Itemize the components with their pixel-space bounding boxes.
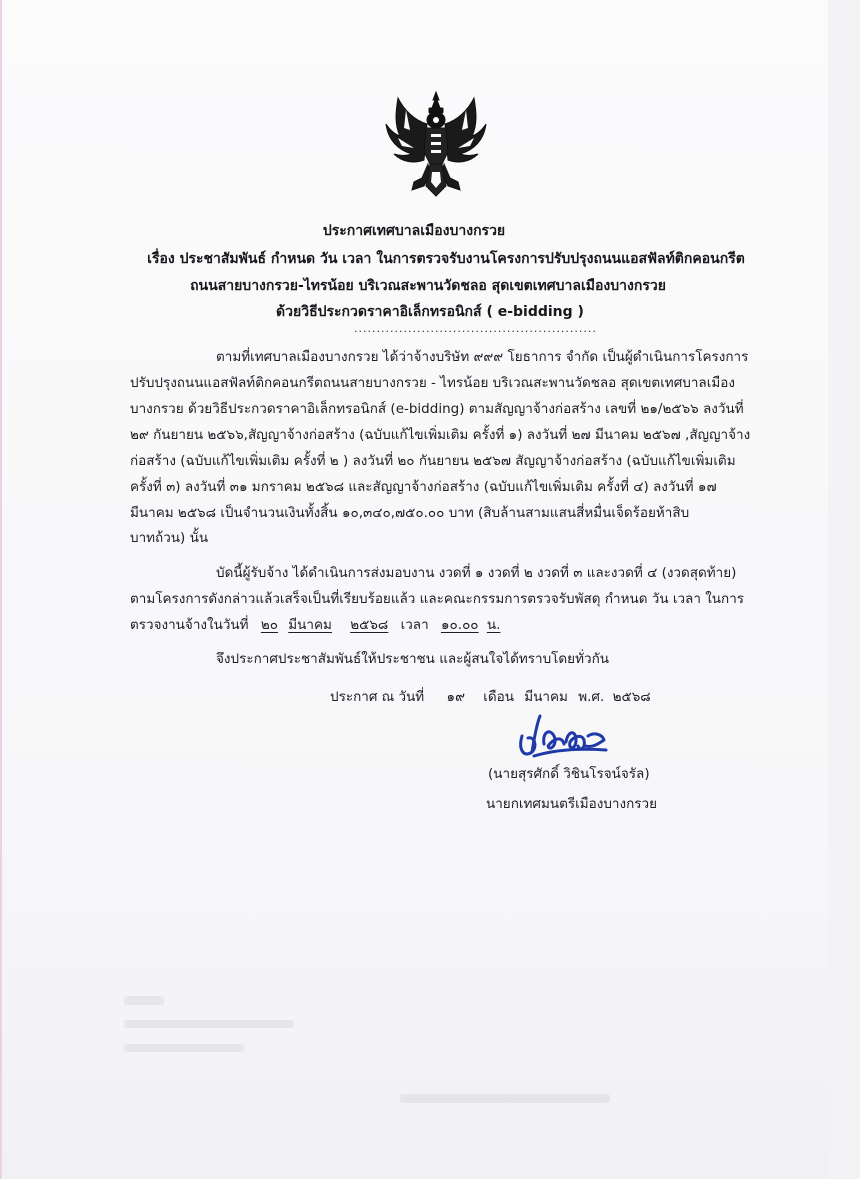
- para1-line-7: มีนาคม ๒๕๖๘ เป็นจำนวนเงินทั้งสิ้น ๑๐,๓๔๐,๗๕๐.๐๐ บาท (สิบล้านสามแสนสี่หมื่นเจ็ดร้อยห้าสิบ: [130, 505, 690, 521]
- time-unit: น.: [486, 617, 501, 633]
- para1-line-1: ตามที่เทศบาลเมืองบางกรวย ได้ว่าจ้างบริษัท ๙๙๙ โยธาการ จำกัด เป็นผู้ดำเนินการโครงการ: [216, 349, 749, 365]
- announcement-date-prefix: ประกาศ ณ วันที่: [330, 689, 425, 705]
- garuda-emblem-icon: [384, 90, 488, 198]
- subject-line-1: เรื่อง ประชาสัมพันธ์ กำหนด วัน เวลา ในการตรวจรับงานโครงการปรับปรุงถนนแอสฟัลท์ติกคอนกรีต: [147, 251, 745, 267]
- inspection-date-prefix: ตรวจงานจ้างในวันที่: [130, 617, 249, 633]
- announcement-month-label: เดือน: [483, 689, 514, 705]
- subject-line-2: ถนนสายบางกรวย-ไทรน้อย บริเวณสะพานวัดชลอ สุดเขตเทศบาลเมืองบางกรวย: [190, 278, 666, 294]
- para1-line-3: บางกรวย ด้วยวิธีประกวดราคาอิเล็กทรอนิกส์ (e-bidding) ตามสัญญาจ้างก่อสร้าง เลขที่ ๒๑/๒๕๖๖ ลงวันที่: [130, 401, 744, 417]
- para1-line-4: ๒๙ กันยายน ๒๕๖๖,สัญญาจ้างก่อสร้าง (ฉบับแก้ไขเพิ่มเติม ครั้งที่ ๑) ลงวันที่ ๒๗ มีนาคม ๒๕๖๗ ,สัญญาจ้าง: [130, 427, 751, 443]
- bleed-through-mark: [124, 996, 164, 1005]
- inspection-day: ๒๐: [260, 617, 278, 633]
- para1-line-2: ปรับปรุงถนนแอสฟัลท์ติกคอนกรีตถนนสายบางกรวย - ไทรน้อย บริเวณสะพานวัดชลอ สุดเขตเทศบาลเมือง: [130, 375, 735, 391]
- bleed-through-mark: [124, 1020, 294, 1028]
- announcement-month: มีนาคม: [524, 689, 568, 705]
- signatory-name: (นายสุรศักดิ์ วิชินโรจน์จรัล): [488, 766, 650, 782]
- para1-line-6: ครั้งที่ ๓) ลงวันที่ ๓๑ มกราคม ๒๕๖๘ และสัญญาจ้างก่อสร้าง (ฉบับแก้ไขเพิ่มเติม ครั้งที่ ๔) ลงวันที่ ๑๗: [130, 479, 717, 495]
- time-label: เวลา: [400, 617, 429, 633]
- signatory-title: นายกเทศมนตรีเมืองบางกรวย: [486, 796, 657, 812]
- heading-divider: ......................................................: [354, 322, 597, 335]
- para2-line-2: ตามโครงการดังกล่าวแล้วเสร็จเป็นที่เรียบร้อยแล้ว และคณะกรรมการตรวจรับพัสดุ กำหนด วัน เวลา ในการ: [130, 591, 745, 607]
- para2-line-3: [130, 616, 500, 634]
- bleed-through-mark: [124, 1044, 244, 1052]
- para1-line-8: บาทถ้วน) นั้น: [130, 530, 209, 546]
- bleed-through-mark: [400, 1094, 610, 1103]
- handwritten-signature: [514, 706, 610, 764]
- announcement-day: ๑๙: [446, 689, 465, 705]
- inspection-year: ๒๕๖๘: [350, 617, 389, 633]
- para2-line-1: บัดนี้ผู้รับจ้าง ได้ดำเนินการส่งมอบงาน งวดที่ ๑ งวดที่ ๒ งวดที่ ๓ และงวดที่ ๔ (งวดสุดท้าย): [216, 565, 737, 581]
- page-edge-line: [0, 0, 2, 1179]
- announcement-date: [330, 688, 651, 706]
- subject-line-3: ด้วยวิธีประกวดราคาอิเล็กทรอนิกส์ ( e-bidding ): [276, 304, 584, 320]
- inspection-month: มีนาคม: [288, 617, 332, 633]
- para1-line-5: ก่อสร้าง (ฉบับแก้ไขเพิ่มเติม ครั้งที่ ๒ ) ลงวันที่ ๒๐ กันยายน ๒๕๖๗ สัญญาจ้างก่อสร้าง (ฉบับแก้ไขเพิ่มเติม: [130, 453, 736, 469]
- announcement-year: ๒๕๖๘: [612, 689, 651, 705]
- para3-line: จึงประกาศประชาสัมพันธ์ให้ประชาชน และผู้สนใจได้ทราบโดยทั่วกัน: [216, 651, 609, 667]
- inspection-time: ๑๐.๐๐: [440, 617, 479, 633]
- announcement-year-label: พ.ศ.: [578, 689, 605, 705]
- announcement-org-heading: ประกาศเทศบาลเมืองบางกรวย: [322, 223, 506, 239]
